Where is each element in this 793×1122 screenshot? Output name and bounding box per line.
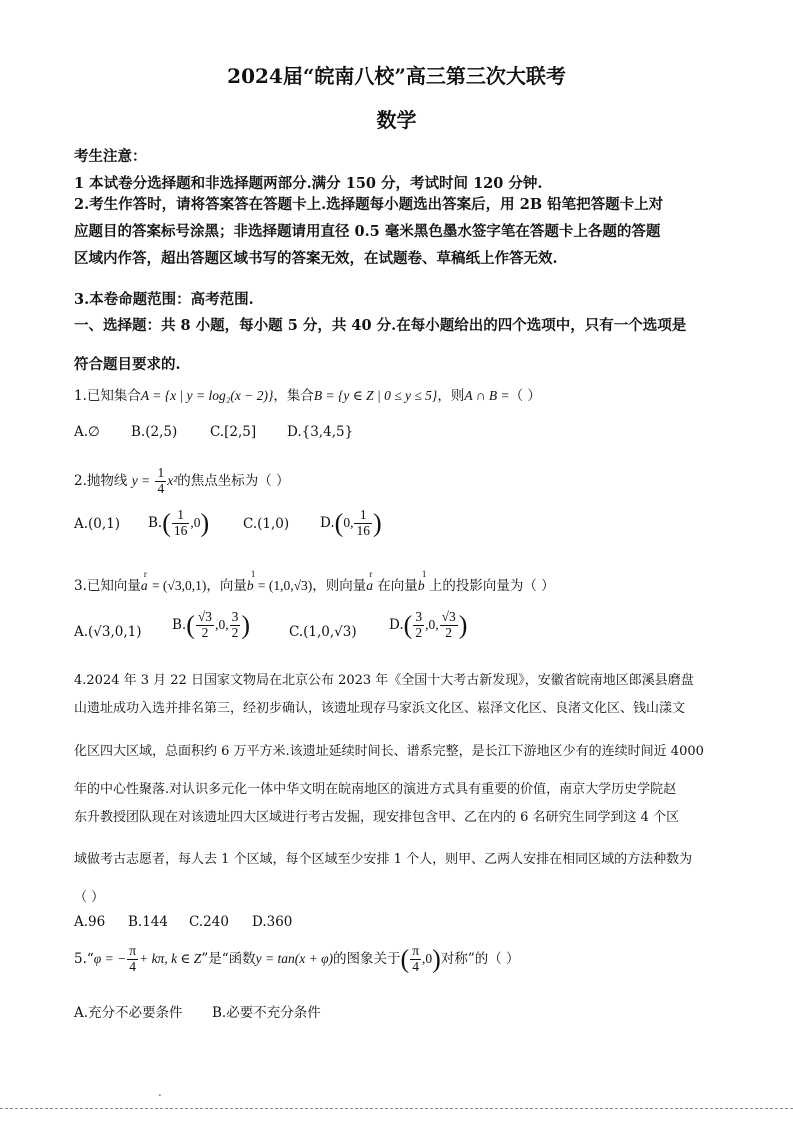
q5-point-num: π bbox=[412, 943, 420, 958]
q3-tail-2: 在向量 bbox=[377, 578, 418, 594]
page-bottom-divider bbox=[0, 1108, 793, 1109]
q2-eq-lhs: y = bbox=[131, 472, 151, 488]
q3-mid: ，向量 bbox=[206, 578, 247, 594]
q2-coef-den: 4 bbox=[157, 480, 165, 496]
q3-option-b-den-1: 2 bbox=[201, 624, 209, 640]
q5-point-rest: ,0 bbox=[422, 950, 433, 966]
q1-expr: A ∩ B = bbox=[464, 388, 510, 403]
q2-option-b-num: 1 bbox=[172, 508, 190, 524]
q1-prefix: 1.已知集合 bbox=[74, 388, 141, 404]
q1-blank: （ ） bbox=[509, 388, 541, 404]
q5-mid: ”是“函数 bbox=[201, 950, 256, 967]
q5-cond-rhs: + kπ, k ∈ Z bbox=[139, 950, 202, 966]
section-heading-line-1: 一、选择题：共 8 小题，每小题 5 分，共 40 分.在每小题给出的四个选项中，只有一个选项是 bbox=[74, 317, 687, 334]
q3-option-d-label: D. bbox=[389, 616, 404, 633]
q4-option-a: A.96 bbox=[74, 914, 106, 930]
q3-option-b-frac-1 bbox=[196, 610, 214, 641]
q2-option-b-den: 16 bbox=[173, 522, 188, 538]
q3-vector-a-ref: r a bbox=[366, 578, 373, 594]
q3-option-b-frac-2 bbox=[230, 610, 241, 641]
q2-option-b: B.( $\frac{1}{16}$ ,0) bbox=[148, 507, 210, 538]
q5-function: y = tan(x + φ) bbox=[255, 950, 334, 966]
q3-option-d-num-1: 3 bbox=[415, 609, 423, 624]
q4-line-7: （ ） bbox=[74, 890, 105, 905]
section-heading-line-2: 符合题目要求的. bbox=[74, 356, 181, 373]
q5-pi-num: π bbox=[129, 943, 137, 958]
q3-option-d-den-1: 2 bbox=[415, 624, 423, 640]
q2-prefix: 2.抛物线 bbox=[74, 472, 128, 489]
question-2 bbox=[74, 466, 290, 497]
question-1 bbox=[74, 384, 541, 404]
q2-option-d-label: D. bbox=[320, 514, 335, 531]
q1-option-b: B.(2,5) bbox=[131, 424, 178, 440]
q3-option-d-frac-2 bbox=[440, 610, 458, 641]
q1-tail: ，则 bbox=[437, 388, 465, 404]
q3-option-b-num-1: √3 bbox=[197, 609, 213, 624]
q2-coefficient bbox=[155, 466, 166, 497]
q3-vector-b-ref: 1 b bbox=[418, 578, 425, 594]
q4-line-2: 山遗址成功入选并排名第三，经初步确认，该遗址现存马家浜文化区、崧泽文化区、良渚文化区、钱山漾文 bbox=[74, 701, 686, 716]
q2-option-a: A.(0,1) bbox=[74, 516, 121, 532]
q2-option-d-den: 16 bbox=[356, 522, 370, 538]
q3-prefix: 3.已知向量 bbox=[74, 578, 141, 594]
q3-option-d-den-2: 2 bbox=[445, 624, 453, 640]
notice-item-2-line-3: 区域内作答，超出答题区域书写的答案无效，在试题卷、草稿纸上作答无效. bbox=[74, 250, 558, 267]
q2-eq-rhs: x² bbox=[167, 472, 178, 488]
q3-option-d-frac-1 bbox=[413, 610, 424, 641]
q2-option-d-first: 0, bbox=[343, 514, 354, 530]
q3-option-b-num-2: 3 bbox=[231, 609, 239, 624]
q3-option-b-mid: ,0, bbox=[215, 616, 229, 632]
q4-line-4: 年的中心性聚落.对认识多元化一体中华文明在皖南地区的演进方式具有重要的价值，南京大学历史学院赵 bbox=[74, 782, 677, 797]
notice-heading: 考生注意： bbox=[74, 148, 147, 165]
subject-title: 数学 bbox=[376, 108, 417, 132]
q2-option-b-label: B. bbox=[148, 514, 163, 531]
q5-mid-2: 的图象关于 bbox=[333, 950, 401, 967]
q3-vector-a: r a bbox=[141, 578, 148, 594]
q1-set-a: A = {x | y = log₂(x − 2)} bbox=[140, 388, 274, 403]
q1-option-a: A.∅ bbox=[74, 424, 100, 440]
q2-option-d-num: 1 bbox=[354, 508, 372, 524]
q3-option-b: B.( $\frac{√3}{2}$ ,0, $\frac{3}{2}$ ) bbox=[172, 609, 250, 640]
q3-option-b-den-2: 2 bbox=[231, 624, 239, 640]
footer-mark: . bbox=[158, 1085, 162, 1099]
q4-line-5: 东升教授团队现在对该遗址四大区域进行考古发掘，现安排包含甲、乙在内的 6 名研究生同学到这 4 个区 bbox=[74, 810, 680, 825]
q5-cond-lhs: φ = − bbox=[93, 950, 127, 966]
exam-title: 2024届“皖南八校”高三第三次大联考 bbox=[227, 64, 566, 88]
q3-tail-3: 上的投影向量为（ ） bbox=[428, 578, 555, 594]
q2-option-b-rest: ,0 bbox=[190, 514, 201, 530]
q4-option-d: D.360 bbox=[252, 914, 293, 930]
q5-pi-frac bbox=[127, 944, 138, 975]
question-5: 5.“φ = − $\frac{\pi}{4}$ + kπ, k ∈ Z”是“函数y = tan(x + φ)的图象关于( $\frac{\pi}{4}$ ,0)对称”的（ ） bbox=[74, 943, 520, 974]
q4-line-3: 化区四大区域，总面积约 6 万平方米.该遗址延续时间长、谱系完整，是长江下游地区少有的连续时间近 4000 bbox=[74, 744, 704, 759]
q5-option-a: A.充分不必要条件 bbox=[74, 1005, 183, 1021]
q1-option-d: D.{3,4,5} bbox=[287, 424, 354, 440]
q2-option-c: C.(1,0) bbox=[243, 516, 290, 532]
q4-line-6: 域做考古志愿者，每人去 1 个区域，每个区域至少安排 1 个人，则甲、乙两人安排在相同区域的方法种数为 bbox=[74, 852, 693, 867]
notice-item-2-line-2: 应题目的答案标号涂黑；非选择题请用直径 0.5 毫米黑色墨水签字笔在答题卡上各题的答题 bbox=[74, 223, 661, 240]
q4-option-b: B.144 bbox=[128, 914, 168, 930]
q2-tail: 的焦点坐标为（ ） bbox=[177, 472, 290, 489]
q4-option-c: C.240 bbox=[189, 914, 229, 930]
q2-coef-num: 1 bbox=[157, 465, 165, 480]
q3-vector-b: 1 b bbox=[247, 578, 254, 594]
q5-point-frac bbox=[410, 944, 421, 975]
q3-option-d: D.( $\frac{3}{2}$ ,0, $\frac{√3}{2}$ ) bbox=[389, 609, 468, 640]
question-3 bbox=[74, 574, 555, 594]
q1-option-c: C.[2,5] bbox=[210, 424, 257, 440]
notice-item-1: 1 本试卷分选择题和非选择题两部分.满分 150 分，考试时间 120 分钟. bbox=[74, 175, 543, 192]
q2-option-d: D.(0, $\frac{1}{16}$ ) bbox=[320, 507, 382, 538]
q3-option-d-mid: ,0, bbox=[425, 616, 439, 632]
q3-tail-1: ，则向量 bbox=[312, 578, 367, 594]
q5-prefix: 5.“ bbox=[74, 950, 94, 967]
q1-mid: ，集合 bbox=[273, 388, 314, 404]
notice-item-3: 3.本卷命题范围：高考范围. bbox=[74, 291, 254, 308]
q4-line-1: 4.2024 年 3 月 22 日国家文物局在北京公布 2023 年《全国十大考古新发现》，安徽省皖南地区郎溪县磨盘 bbox=[74, 673, 694, 688]
q2-option-d-frac bbox=[354, 508, 372, 539]
q1-set-b: B = {y ∈ Z | 0 ≤ y ≤ 5} bbox=[313, 388, 438, 403]
q3-option-d-num-2: √3 bbox=[441, 609, 456, 624]
q5-tail: 对称”的（ ） bbox=[440, 950, 520, 967]
q3-option-a: A.(√3,0,1) bbox=[74, 624, 142, 640]
notice-item-2-line-1: 2.考生作答时，请将答案答在答题卡上.选择题每小题选出答案后，用 2B 铅笔把答题卡上对 bbox=[74, 196, 664, 213]
q3-option-c: C.(1,0,√3) bbox=[289, 624, 357, 640]
q3-eq-a: = (√3,0,1) bbox=[151, 578, 207, 593]
q5-option-b: B.必要不充分条件 bbox=[212, 1005, 321, 1021]
q3-eq-b: = (1,0,√3) bbox=[257, 578, 313, 593]
q5-point-den: 4 bbox=[412, 958, 419, 974]
q2-option-b-frac bbox=[172, 508, 190, 539]
q3-option-b-label: B. bbox=[172, 616, 187, 633]
q5-pi-den: 4 bbox=[129, 958, 137, 974]
